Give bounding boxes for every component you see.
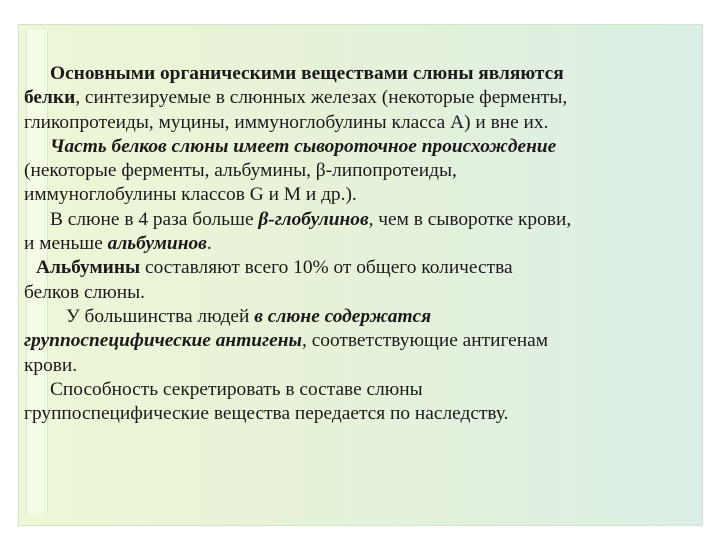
text-segment: У большинства людей bbox=[66, 305, 255, 327]
text-segment: . bbox=[206, 233, 212, 255]
text-line bbox=[24, 208, 704, 232]
text-segment: группоспецифические антигены bbox=[24, 330, 302, 352]
text-line bbox=[24, 159, 704, 183]
text-segment: белков слюны. bbox=[24, 281, 145, 303]
text-segment: (некоторые ферменты, альбумины, β-липопротеиды, bbox=[24, 160, 457, 182]
text-line bbox=[24, 135, 704, 159]
text-line bbox=[24, 354, 704, 378]
text-segment: Способность секретировать в составе слюны bbox=[50, 378, 423, 400]
text-line bbox=[24, 378, 704, 402]
text-segment: составляют всего 10% от общего количества bbox=[140, 257, 513, 279]
text-segment: гликопротеиды, муцины, иммуноглобулины класса А) и вне их. bbox=[24, 111, 549, 133]
text-segment: альбуминов bbox=[107, 233, 207, 255]
text-line bbox=[24, 402, 704, 426]
text-segment: Альбумины bbox=[36, 257, 141, 279]
text-line bbox=[24, 232, 704, 256]
text-line bbox=[24, 305, 704, 329]
text-line bbox=[24, 183, 704, 207]
text-segment: крови. bbox=[24, 354, 78, 376]
text-line bbox=[24, 62, 704, 86]
text-line bbox=[24, 86, 704, 110]
text-segment: Основными органическими веществами слюны являются bbox=[50, 63, 564, 84]
text-segment: , синтезируемые в слюнных железах (некоторые ферменты, bbox=[75, 87, 568, 109]
text-segment: Часть белков слюны имеет сывороточное происхождение bbox=[50, 135, 557, 157]
text-line bbox=[24, 111, 704, 135]
text-line bbox=[24, 256, 704, 280]
text-segment: группоспецифические вещества передается по наследству. bbox=[24, 403, 509, 425]
text-segment: белки bbox=[24, 87, 76, 109]
text-line bbox=[24, 281, 704, 305]
text-line bbox=[24, 329, 704, 353]
text-segment: β-глобулинов bbox=[258, 208, 369, 230]
text-segment: В слюне в 4 раза больше bbox=[50, 208, 259, 230]
slide-text-body bbox=[24, 62, 704, 426]
text-segment: , соответствующие антигенам bbox=[302, 330, 548, 352]
text-segment: , чем в сыворотке крови, bbox=[368, 208, 572, 230]
text-segment: и меньше bbox=[24, 233, 108, 255]
text-segment: в слюне содержатся bbox=[254, 305, 432, 327]
text-segment: иммуноглобулины классов G и M и др.). bbox=[24, 184, 357, 206]
